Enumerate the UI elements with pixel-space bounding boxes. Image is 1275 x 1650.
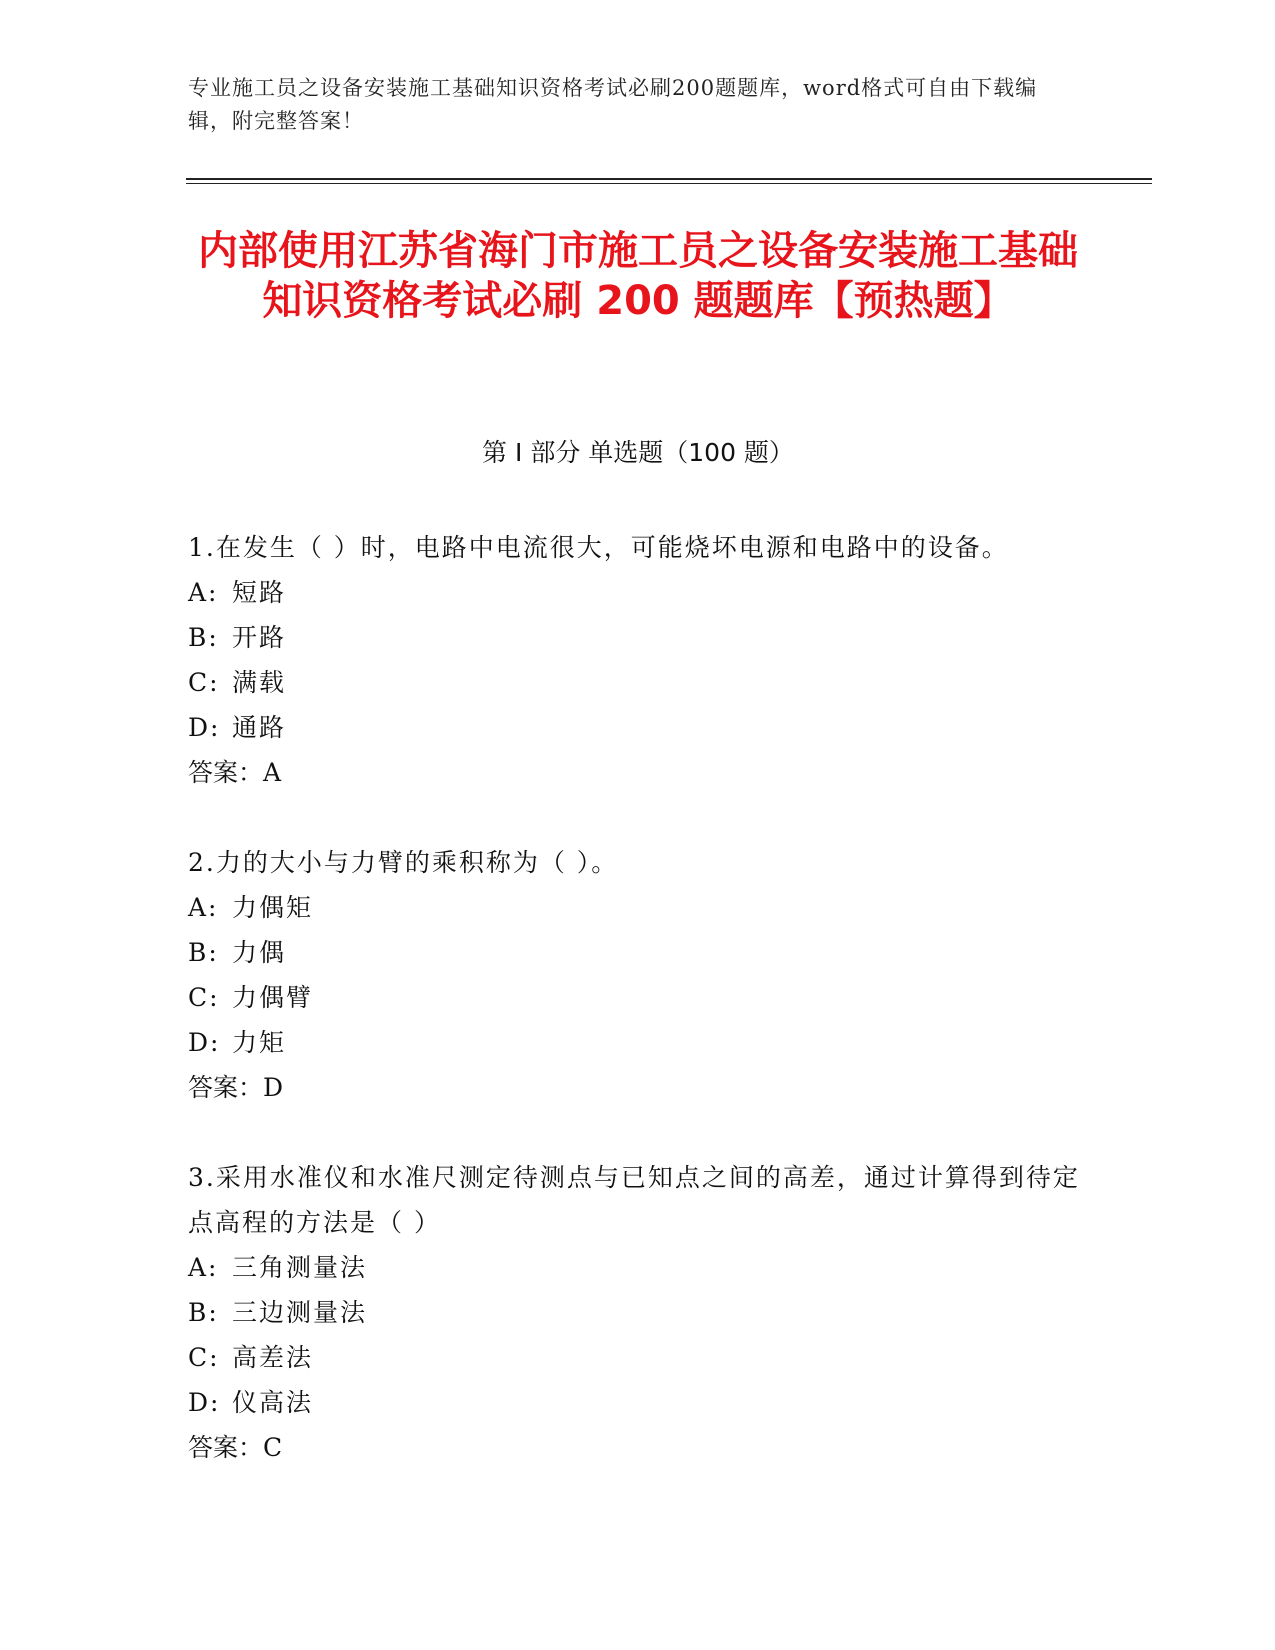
answer-value: D	[263, 1073, 284, 1102]
option-a	[188, 1245, 1088, 1290]
option-text: 三边测量法	[232, 1298, 368, 1327]
answer-value: A	[263, 758, 282, 787]
option-d	[188, 705, 1088, 750]
option-text: 开路	[232, 623, 287, 652]
option-c	[188, 1335, 1088, 1380]
answer-line	[188, 1425, 1088, 1470]
option-letter: A:	[188, 1253, 219, 1282]
question-3	[188, 1155, 1088, 1470]
option-letter: A:	[188, 893, 219, 922]
option-d	[188, 1020, 1088, 1065]
option-letter: D:	[188, 1028, 221, 1057]
question-stem: 2.力的大小与力臂的乘积称为（ ）。	[188, 848, 619, 877]
option-letter: B:	[188, 938, 219, 967]
option-letter: C:	[188, 1343, 220, 1372]
question-stem: 3.采用水准仪和水准尺测定待测点与已知点之间的高差，通过计算得到待定点高程的方法是（ ）	[188, 1163, 1080, 1237]
option-text: 力偶臂	[232, 983, 314, 1012]
option-a	[188, 885, 1088, 930]
option-text: 通路	[232, 713, 287, 742]
question-stem: 1.在发生（ ）时，电路中电流很大，可能烧坏电源和电路中的设备。	[188, 533, 1009, 562]
answer-label: 答案：	[188, 1073, 264, 1102]
question-list	[188, 525, 1088, 1515]
option-c	[188, 660, 1088, 705]
question-2	[188, 840, 1088, 1110]
header-divider-thin	[186, 183, 1152, 184]
section-heading: 第 I 部分 单选题（100 题）	[482, 438, 794, 467]
option-b	[188, 1290, 1088, 1335]
option-text: 短路	[232, 578, 287, 607]
header-divider-thick	[186, 178, 1152, 180]
answer-value: C	[263, 1433, 283, 1462]
header-note: 专业施工员之设备安装施工基础知识资格考试必刷200题题库，word格式可自由下载编辑，附完整答案！	[188, 76, 1038, 133]
option-d	[188, 1380, 1088, 1425]
option-letter: A:	[188, 578, 219, 607]
question-1	[188, 525, 1088, 795]
option-text: 高差法	[232, 1343, 314, 1372]
option-letter: C:	[188, 668, 220, 697]
option-b	[188, 615, 1088, 660]
option-text: 仪高法	[232, 1388, 314, 1417]
option-c	[188, 975, 1088, 1020]
option-letter: B:	[188, 623, 219, 652]
option-text: 力矩	[232, 1028, 287, 1057]
option-text: 三角测量法	[232, 1253, 368, 1282]
answer-label: 答案：	[188, 758, 264, 787]
answer-label: 答案：	[188, 1433, 264, 1462]
option-letter: C:	[188, 983, 220, 1012]
option-text: 力偶	[232, 938, 287, 967]
answer-line	[188, 750, 1088, 795]
option-letter: B:	[188, 1298, 219, 1327]
document-title: 内部使用江苏省海门市施工员之设备安装施工基础知识资格考试必刷 200 题题库【预热题】	[198, 228, 1078, 324]
option-b	[188, 930, 1088, 975]
answer-line	[188, 1065, 1088, 1110]
option-letter: D:	[188, 713, 221, 742]
option-letter: D:	[188, 1388, 221, 1417]
option-text: 力偶矩	[232, 893, 314, 922]
option-text: 满载	[232, 668, 287, 697]
option-a	[188, 570, 1088, 615]
